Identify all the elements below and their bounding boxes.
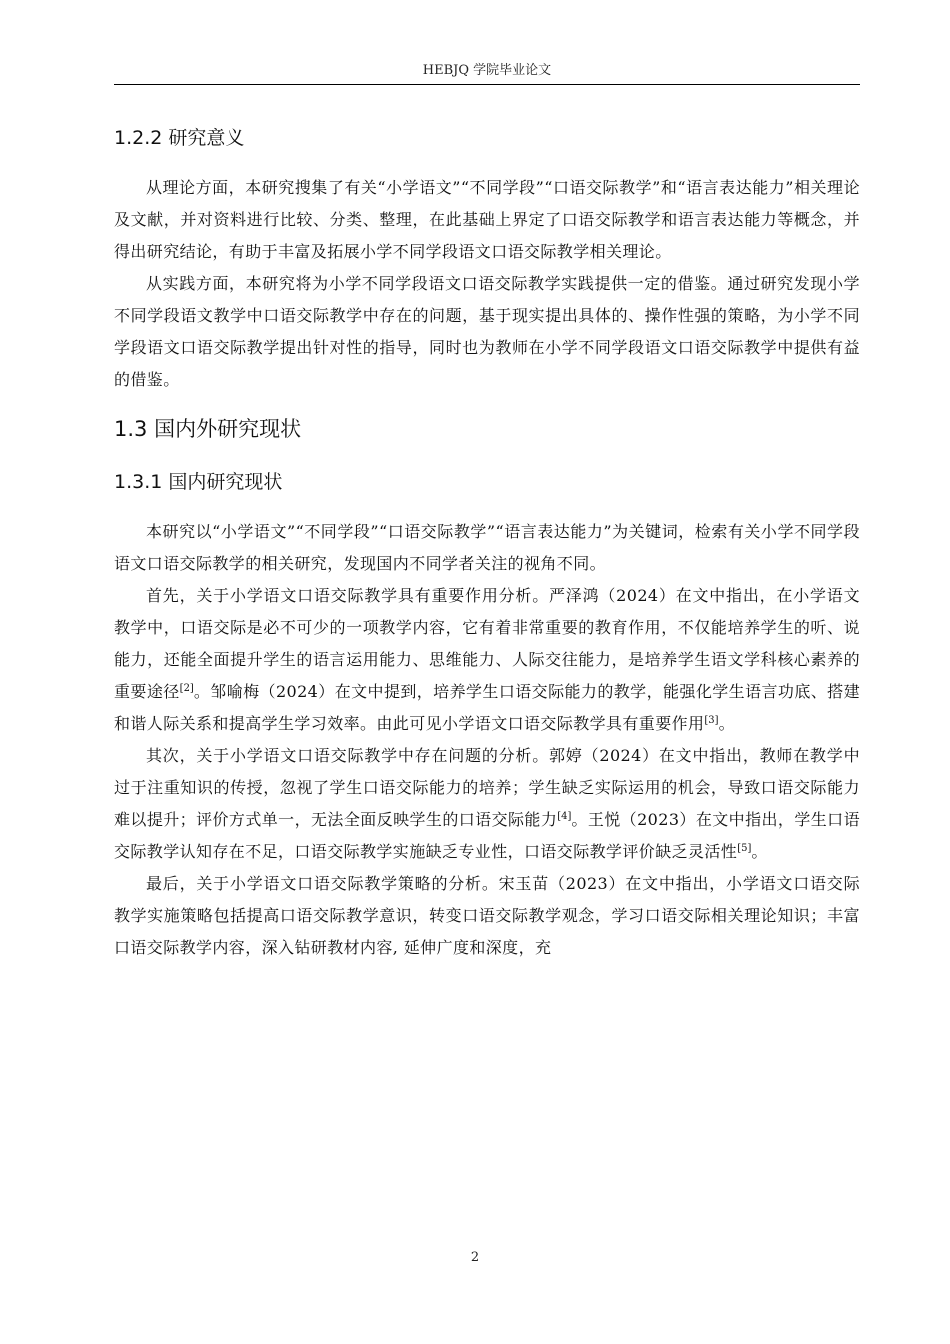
section-1-3-title: 1.3 国内外研究现状: [114, 417, 302, 441]
citation-ref-4: [4]: [557, 811, 572, 822]
page-number: 2: [470, 1250, 480, 1265]
citation-ref-2: [2]: [179, 683, 194, 694]
paragraph-strategies: 最后，关于小学语文口语交际教学策略的分析。宋玉苗（2023）在文中指出，小学语文口语交际教学实施策略包括提高口语交际教学意识，转变口语交际教学观念，学习口语交际相关理论知识；丰富口语交际教学内容，深入钻研教材内容, 延伸广度和深度，充: [114, 874, 860, 957]
paragraph-problems-text-c: 。: [751, 842, 768, 861]
page-body: [114, 120, 860, 964]
paragraph-keywords: 本研究以“小学语文”“不同学段”“口语交际教学”“语言表达能力”为关键词，检索有关小学不同学段语文口语交际教学的相关研究，发现国内不同学者关注的视角不同。: [114, 522, 860, 573]
paragraph-importance-text-b: 。邹喻梅（2024）在文中提到，培养学生口语交际能力的教学，能强化学生语言功底、搭建和谐人际关系和提高学生学习效率。由此可见小学语文口语交际教学具有重要作用: [114, 682, 860, 733]
paragraph-importance-text-c: 。: [718, 714, 735, 733]
citation-ref-3: [3]: [704, 715, 719, 726]
paragraph-problems-text-b: 。王悦（2023）在文中指出，学生口语交际教学认知存在不足，口语交际教学实施缺乏专业性，口语交际教学评价缺乏灵活性: [114, 810, 860, 861]
paragraph-problems-text-a: 其次，关于小学语文口语交际教学中存在问题的分析。郭婷（2024）在文中指出，教师在教学中过于注重知识的传授，忽视了学生口语交际能力的培养；学生缺乏实际运用的机会，导致口语交际能力难以提升；评价方式单一，无法全面反映学生的口语交际能力: [114, 746, 860, 829]
citation-ref-5: [5]: [737, 843, 752, 854]
paragraph-theory: 从理论方面，本研究搜集了有关“小学语文”“不同学段”“口语交际教学”和“语言表达能力”相关理论及文献，并对资料进行比较、分类、整理，在此基础上界定了口语交际教学和语言表达能力等概念，并得出研究结论，有助于丰富及拓展小学不同学段语文口语交际教学相关理论。: [114, 178, 860, 261]
paragraph-importance-text-a: 首先，关于小学语文口语交际教学具有重要作用分析。严泽鸿（2024）在文中指出，在小学语文教学中，口语交际是必不可少的一项教学内容，它有着非常重要的教育作用，不仅能培养学生的听、说能力，还能全面提升学生的语言运用能力、思维能力、人际交往能力，是培养学生语文学科核心素养的重要途径: [114, 586, 860, 701]
section-1-3-1-title: 1.3.1 国内研究现状: [114, 471, 283, 493]
paragraph-importance: [114, 580, 860, 740]
section-1-2-2-title: 1.2.2 研究意义: [114, 127, 245, 149]
paragraph-practice: 从实践方面，本研究将为小学不同学段语文口语交际教学实践提供一定的借鉴。通过研究发现小学不同学段语文教学中口语交际教学中存在的问题，基于现实提出具体的、操作性强的策略，为小学不同学段语文口语交际教学提出针对性的指导，同时也为教师在小学不同学段语文口语交际教学中提供有益的借鉴。: [114, 274, 860, 389]
running-header: HEBJQ 学院毕业论文: [114, 62, 860, 85]
paragraph-problems: [114, 740, 860, 868]
